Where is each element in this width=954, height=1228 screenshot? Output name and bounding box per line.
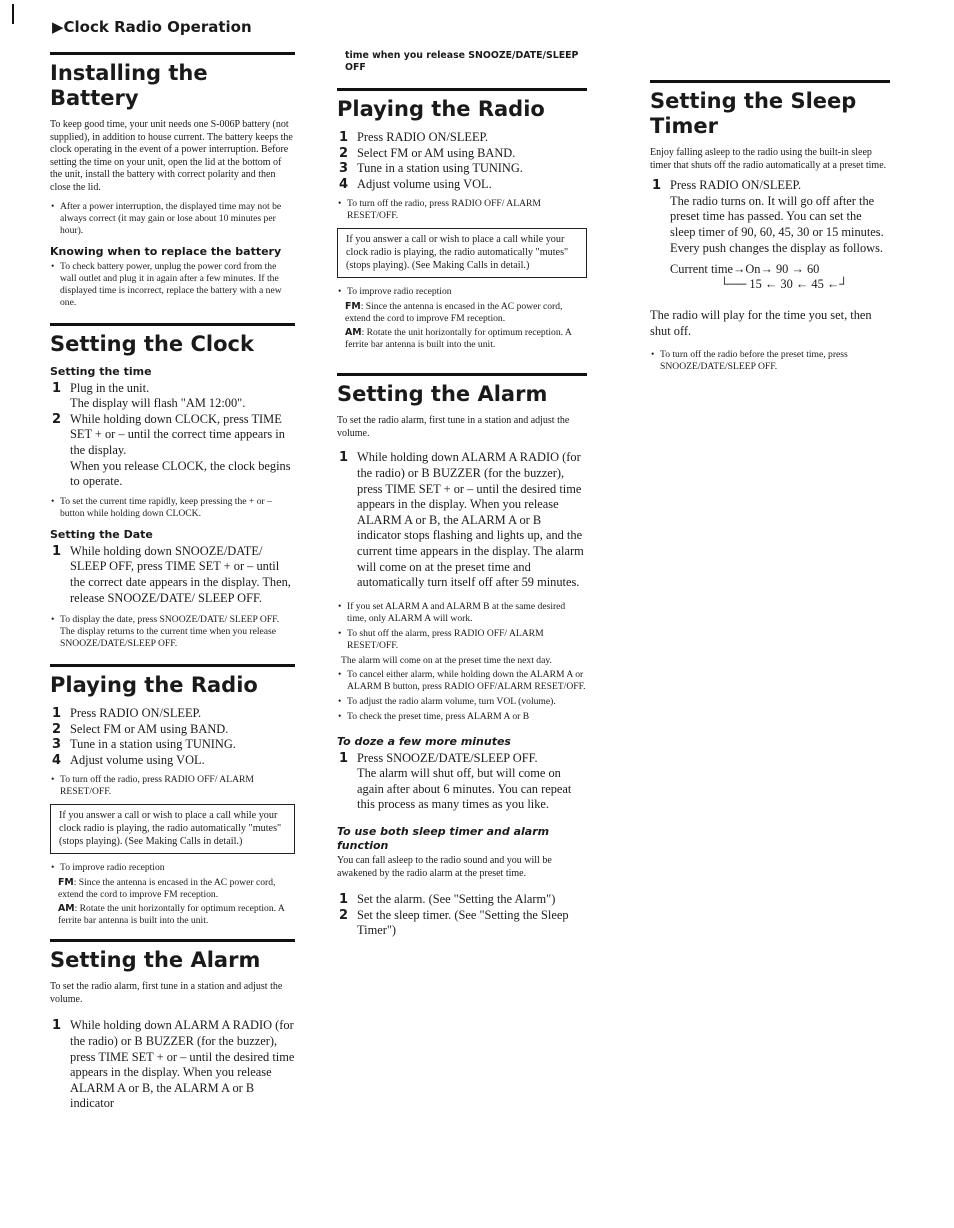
step-text-cont: The display will flash "AM 12:00". <box>70 396 246 411</box>
clock-step-2 <box>50 412 295 490</box>
radio-step-4 <box>337 177 587 193</box>
battery-replace-title: Knowing when to replace the battery <box>50 244 282 258</box>
section-rule <box>650 80 890 83</box>
step-text: Press RADIO ON/SLEEP. <box>357 130 489 144</box>
radio-off-bullet: • To turn off the radio, press RADIO OFF/ ALARM RESET/OFF. <box>50 774 295 798</box>
alarm-bullet-1: • If you set ALARM A and ALARM B at the same desired time, only ALARM A will work. <box>337 601 587 625</box>
column-2 <box>337 50 587 945</box>
alarm-intro: To set the radio alarm, first tune in a station and adjust the volume. <box>50 981 283 1005</box>
clock-bullet: • To set the current time rapidly, keep pressing the + or – button while holding down CLOCK. <box>50 496 295 520</box>
radio-step-1 <box>50 706 295 722</box>
step-text: Set the sleep timer. (See "Setting the Sleep Timer") <box>357 907 569 938</box>
radio-title: Playing the Radio <box>337 97 545 121</box>
step-number: 2 <box>52 721 62 737</box>
step-number: 1 <box>52 706 62 722</box>
radio-step-2 <box>337 146 587 162</box>
section-rule <box>50 323 295 326</box>
doze-title: To doze a few more minutes <box>337 734 511 748</box>
alarm-title: Setting the Alarm <box>337 382 548 407</box>
step-text: Set the alarm. (See "Setting the Alarm") <box>357 892 556 907</box>
step-number: 1 <box>52 543 62 559</box>
section-rule <box>337 88 587 91</box>
step-number: 2 <box>339 145 349 161</box>
sleep-title: Setting the Sleep Timer <box>650 89 857 138</box>
radio-step-4 <box>50 753 295 769</box>
carryover-text: time when you release SNOOZE/DATE/SLEEP OFF <box>345 50 579 73</box>
alarm-bullet-2: • To shut off the alarm, press RADIO OFF/ ALARM RESET/OFF. <box>337 628 587 652</box>
sleep-intro: Enjoy falling asleep to the radio using the built-in sleep timer that shuts off the radio automatically at a preset time. <box>650 147 887 171</box>
battery-body: To keep good time, your unit needs one S-006P battery (not supplied), in addition to house current. The battery keeps the clock operating in the event of a power interruption. Before setting the time on your unit, open the lid at the bottom of the unit, install the battery with correct polarity and then close the lid. <box>50 119 293 193</box>
alarm-title: Setting the Alarm <box>50 948 261 973</box>
both-step-2 <box>337 908 587 939</box>
date-title: Setting the Date <box>50 527 153 541</box>
alarm-intro: To set the radio alarm, first tune in a station and adjust the volume. <box>337 415 570 439</box>
step-number: 2 <box>339 907 349 923</box>
step-text: Select FM or AM using BAND. <box>70 721 229 736</box>
sleep-step-1 <box>650 178 890 256</box>
fm-text: : Since the antenna is encased in the AC power cord, extend the cord to improve FM reception. <box>345 301 563 325</box>
clock-time-title: Setting the time <box>50 364 152 378</box>
alarm-step-1 <box>50 1018 295 1112</box>
column-1 <box>50 52 295 1112</box>
clock-step-1 <box>50 381 295 412</box>
step-text: While holding down ALARM A RADIO (for the radio) or B BUZZER (for the buzzer), press TIME SET + or – until the desired time appears in the display. When you release ALARM A or B, the ALARM A or B indicator <box>70 1018 295 1111</box>
step-number: 1 <box>652 178 662 194</box>
section-header: ▶Clock Radio Operation <box>52 18 252 36</box>
step-text: Press RADIO ON/SLEEP. <box>670 178 802 193</box>
step-number: 1 <box>339 450 349 466</box>
step-number: 1 <box>339 892 349 908</box>
radio-title: Playing the Radio <box>50 673 258 698</box>
step-number: 1 <box>339 130 349 145</box>
radio-steps <box>337 130 587 192</box>
mute-note-box: If you answer a call or wish to place a call while your clock radio is playing, the radio automatically "mutes"(stops playing). (See Making Calls in detail.) <box>50 804 295 854</box>
fm-tip <box>50 877 295 901</box>
fm-tip <box>337 301 587 325</box>
both-steps <box>337 892 587 939</box>
step-number: 1 <box>52 380 62 396</box>
battery-replace-bullet: • To check battery power, unplug the power cord from the wall outlet and plug it in again after a few minutes. If the displayed time is incorrect, replace the battery with a new one. <box>50 261 295 309</box>
step-number: 4 <box>339 176 349 192</box>
clock-steps <box>50 381 295 490</box>
section-rule <box>50 52 295 55</box>
step-text: Select FM or AM using BAND. <box>357 145 516 160</box>
am-tip <box>50 903 295 927</box>
step-text-cont: Every push changes the display as follows. <box>670 240 884 255</box>
step-number: 1 <box>52 1018 62 1034</box>
section-rule <box>50 664 295 667</box>
am-term: AM <box>345 327 362 339</box>
radio-step-3 <box>337 161 587 177</box>
sleep-cycle-line-2: └── 15 ← 30 ← 45 ←┘ <box>720 277 849 292</box>
am-term: AM <box>58 903 75 915</box>
fm-text: : Since the antenna is encased in the AC power cord, extend the cord to improve FM reception. <box>58 877 276 901</box>
sleep-after: The radio will play for the time you set, then shut off. <box>650 308 872 338</box>
both-intro: You can fall asleep to the radio sound and you will be awakened by the radio alarm at the preset time. <box>337 855 552 879</box>
alarm-bullet-5: • To check the preset time, press ALARM A or B <box>337 711 587 723</box>
radio-step-3 <box>50 737 295 753</box>
step-text-cont: The radio turns on. It will go off after the preset time has passed. You can set the sleep timer of 90, 60, 45, 30 or 15 minutes. <box>670 193 884 239</box>
step-text: Press RADIO ON/SLEEP. <box>70 706 202 721</box>
section-rule <box>337 373 587 376</box>
date-bullet: • To display the date, press SNOOZE/DATE/ SLEEP OFF. The display returns to the current time when you release SNOOZE/DATE/SLEEP OFF. <box>50 614 295 650</box>
mute-note-box: If you answer a call or wish to place a call while your clock radio is playing, the radio automatically "mutes"(stops playing). (See Making Calls in detail.) <box>337 228 587 278</box>
alarm-step-1 <box>337 450 587 590</box>
both-title: To use both sleep timer and alarm function <box>337 825 550 853</box>
step-text: Adjust volume using VOL. <box>357 176 492 191</box>
alarm-bullet-3: • To cancel either alarm, while holding down the ALARM A or ALARM B button, press RADIO OFF/ALARM RESET/OFF. <box>337 669 587 693</box>
step-number: 3 <box>339 161 349 177</box>
column-3 <box>650 80 890 376</box>
step-text-cont: The alarm will shut off, but will come on again after about 6 minutes. You can repeat this process as many times as you like. <box>357 766 572 812</box>
alarm-bullet-2-cont: The alarm will come on at the preset time the next day. <box>341 654 552 666</box>
clock-title: Setting the Clock <box>50 331 254 356</box>
step-number: 3 <box>52 737 62 753</box>
am-text: : Rotate the unit horizontally for optimum reception. A ferrite bar antenna is built into the unit. <box>58 903 285 927</box>
step-text-cont: When you release CLOCK, the clock begins to operate. <box>70 458 291 489</box>
step-text: Adjust volume using VOL. <box>70 752 205 767</box>
step-number: 4 <box>52 752 62 768</box>
step-text: While holding down CLOCK, press TIME SET + or – until the correct time appears in the display. <box>70 411 285 457</box>
reception-bullet: • To improve radio reception <box>337 286 587 298</box>
battery-bullet: • After a power interruption, the displayed time may not be always correct (it may gain or lose about 10 minutes per hour). <box>50 201 295 237</box>
step-text: Press SNOOZE/DATE/SLEEP OFF. <box>357 750 538 765</box>
battery-title: Installing the Battery <box>50 61 208 110</box>
alarm-bullet-4: • To adjust the radio alarm volume, turn VOL (volume). <box>337 696 587 708</box>
page-edge-mark <box>12 4 14 24</box>
doze-step-1 <box>337 751 587 813</box>
step-text: While holding down SNOOZE/DATE/ SLEEP OFF, press TIME SET + or – until the correct date appears in the display. Then, release SNOOZE/DATE/ SLEEP OFF. <box>70 543 291 605</box>
am-tip <box>337 327 587 351</box>
radio-step-2 <box>50 722 295 738</box>
both-step-1 <box>337 892 587 908</box>
fm-term: FM <box>58 877 74 889</box>
am-text: : Rotate the unit horizontally for optimum reception. A ferrite bar antenna is built into the unit. <box>345 327 572 351</box>
radio-off-bullet: • To turn off the radio, press RADIO OFF/ ALARM RESET/OFF. <box>337 198 587 222</box>
fm-term: FM <box>345 301 361 313</box>
date-step-1 <box>50 544 295 606</box>
section-rule <box>50 939 295 942</box>
step-number: 1 <box>339 750 349 766</box>
reception-bullet: • To improve radio reception <box>50 862 295 874</box>
step-text: Tune in a station using TUNING. <box>357 161 523 176</box>
step-text: While holding down ALARM A RADIO (for the radio) or B BUZZER (for the buzzer), press TIME SET + or – until the desired time appears in the display. When you release ALARM A or B, the ALARM A or B indicator stops flashing and lights up, and the current time appears in the display. The alarm will come on at the preset time and automatically turn itself off after 59 minutes. <box>357 450 584 590</box>
sleep-bullet: • To turn off the radio before the preset time, press SNOOZE/DATE/SLEEP OFF. <box>650 349 890 373</box>
step-text: Plug in the unit. <box>70 380 150 395</box>
sleep-cycle-line-1: Current time→On→ 90 → 60 <box>670 262 820 277</box>
step-number: 2 <box>52 411 62 427</box>
step-text: Tune in a station using TUNING. <box>70 737 236 752</box>
radio-step-1 <box>337 130 587 146</box>
radio-steps <box>50 706 295 768</box>
